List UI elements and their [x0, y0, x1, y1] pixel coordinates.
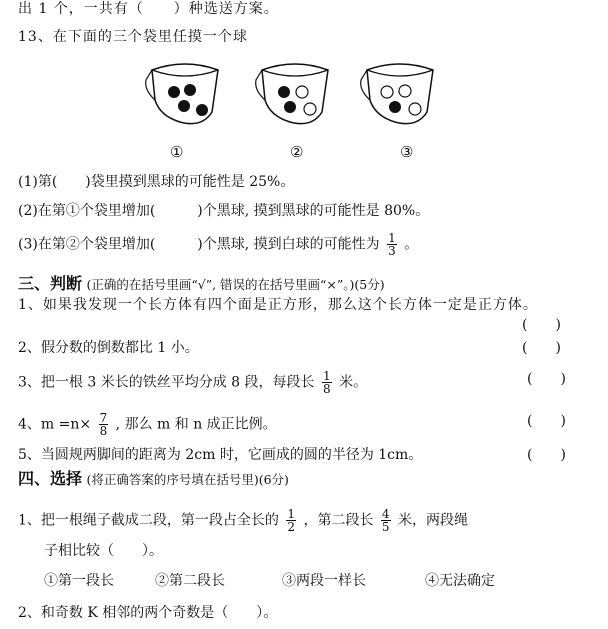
- section3-heading: 三、判断: [18, 274, 83, 293]
- fraction-numerator: 1: [322, 369, 331, 383]
- q13-sub1: (1)第( )袋里摸到黑球的可能性是 25%。: [18, 174, 295, 190]
- judge-answer-paren-3[interactable]: ( ): [527, 371, 566, 387]
- bag-2-image: [250, 60, 340, 130]
- black-ball: [278, 86, 290, 98]
- fraction-denominator: 8: [99, 424, 108, 438]
- black-ball: [184, 84, 196, 96]
- fraction-denominator: 8: [322, 382, 331, 396]
- choice-option-3[interactable]: ③两段一样长: [282, 573, 366, 589]
- judge-item-2: 2、假分数的倒数都比 1 小。: [18, 340, 199, 356]
- fraction-denominator: 2: [287, 520, 295, 534]
- white-ball: [381, 86, 393, 98]
- fraction-numerator: 1: [287, 507, 295, 521]
- judge-item-3-text: 3、把一根 3 米长的铁丝平均分成 8 段，每段长: [18, 374, 315, 391]
- bag-3-image: [355, 60, 445, 130]
- choice-q1-line2: 子相比较（ ）。: [44, 543, 163, 559]
- choice-option-1[interactable]: ①第一段长: [44, 573, 114, 589]
- bag-1-label: ①: [170, 143, 184, 161]
- section3-header: [18, 275, 385, 294]
- fraction-one-half: [286, 508, 296, 533]
- q13-sub3-text: (3)在第②个袋里增加( )个黑球, 摸到白球的可能性为: [18, 236, 380, 253]
- fraction-denominator: 3: [388, 244, 396, 258]
- white-ball: [409, 103, 421, 115]
- judge-answer-paren-2[interactable]: ( ): [522, 340, 561, 356]
- bag-3-label: ③: [400, 143, 414, 161]
- judge-item-3: [18, 370, 367, 395]
- q13-sub3-end: 。: [404, 236, 419, 253]
- choice-q1-after: 米，两段绳: [398, 512, 468, 529]
- fraction-one-eighth: [322, 370, 332, 395]
- fraction-numerator: 7: [99, 411, 108, 425]
- judge-item-4: [18, 412, 277, 437]
- judge-item-1: 1、如果我发现一个长方体有四个面是正方形，那么这个长方体一定是正方体。: [18, 297, 538, 313]
- section4-note: (将正确答案的序号填在括号里)(6分): [86, 472, 289, 487]
- q13-title: 13、在下面的三个袋里任摸一个球: [18, 29, 248, 45]
- choice-option-2[interactable]: ②第二段长: [155, 573, 225, 589]
- choice-q1-mid: ，第二段长: [303, 512, 374, 529]
- white-ball: [399, 85, 411, 97]
- fraction-seven-eighths: [99, 412, 109, 437]
- q13-sub2: (2)在第①个袋里增加( )个黑球, 摸到黑球的可能性是 80%。: [18, 203, 430, 219]
- bag-1-image: [140, 60, 230, 130]
- black-ball: [178, 100, 190, 112]
- white-ball: [304, 103, 316, 115]
- section4-header: [18, 470, 289, 489]
- q13-sub3: [18, 232, 418, 257]
- judge-answer-paren-4[interactable]: ( ): [527, 413, 566, 429]
- section3-note: (正确的在括号里画“√”, 错误的在括号里画“×”。)(5分): [86, 277, 385, 292]
- section4-heading: 四、选择: [18, 469, 83, 488]
- black-ball: [196, 104, 208, 116]
- judge-item-4-text: 4、m =n×: [18, 416, 92, 433]
- black-ball: [168, 86, 180, 98]
- bag-2-label: ②: [290, 143, 304, 161]
- judge-answer-paren-1[interactable]: ( ): [522, 317, 561, 333]
- judge-item-4-rest: , 那么 m 和 n 成正比例。: [115, 416, 277, 433]
- choice-q1-line1: [18, 508, 468, 533]
- choice-q2: 2、和奇数 K 相邻的两个奇数是（ ）。: [18, 605, 278, 621]
- fraction-denominator: 5: [381, 520, 390, 534]
- judge-answer-paren-5[interactable]: ( ): [527, 447, 566, 463]
- judge-item-3-unit: 米。: [339, 374, 368, 391]
- black-ball: [389, 101, 401, 113]
- judge-item-5: 5、当圆规两脚间的距离为 2cm 时，它画成的圆的半径为 1cm。: [18, 447, 423, 463]
- fraction-numerator: 1: [388, 231, 396, 245]
- black-ball: [284, 101, 296, 113]
- choice-q1-text: 1、把一根绳子截成二段，第一段占全长的: [18, 512, 279, 529]
- white-ball: [296, 86, 308, 98]
- choice-option-4[interactable]: ④无法确定: [425, 573, 495, 589]
- previous-question-fragment: 出 1 个，一共有（ ）种选送方案。: [18, 1, 279, 17]
- fraction-four-fifths: [381, 508, 391, 533]
- fraction-one-third: [387, 232, 397, 257]
- fraction-numerator: 4: [381, 507, 390, 521]
